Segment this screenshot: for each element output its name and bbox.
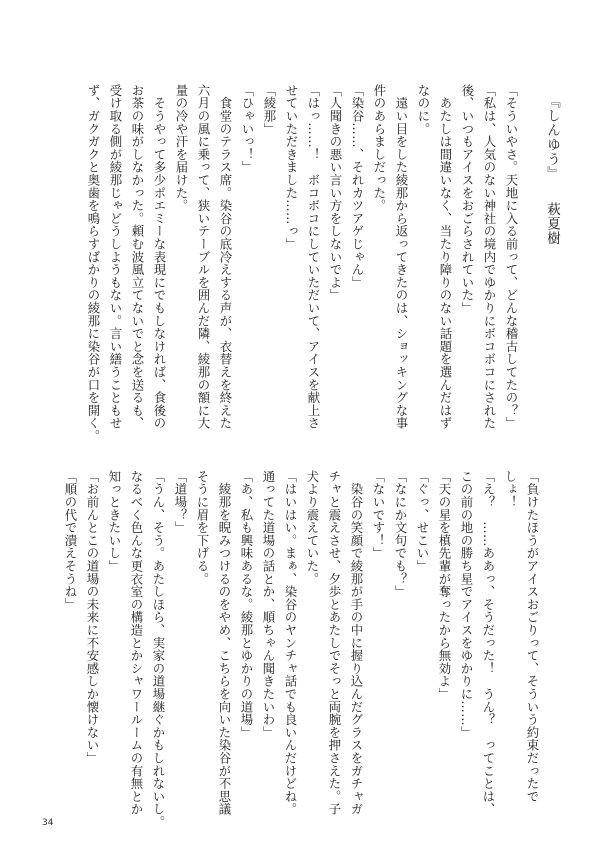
text-line: 「人聞きの悪い言い方をしないでよ」 [328, 84, 343, 302]
text-line: そうに眉を下げる。 [195, 470, 210, 586]
text-line: 受け取る側が綾那じゃどうしようもない。言い繕うこともせ [108, 84, 123, 430]
story-author: 萩夏樹 [544, 202, 560, 246]
text-line: 「染谷……、それカツアゲじゃん」 [350, 84, 365, 289]
text-line: 染谷の笑顔で綾那が手の中に握り込んだグラスをガチャガ [349, 470, 364, 816]
story-title: 『しんゆう』 [544, 94, 560, 181]
text-line: 「ぐっ、せこい」 [415, 470, 430, 573]
text-line: 犬より震えていた。 [305, 470, 320, 586]
text-line: ず、ガクガクと奥歯を鳴らすばかりの綾那に染谷が口を開く。 [86, 84, 101, 443]
text-line: 知っときたいし」 [107, 470, 122, 573]
text-line: 量の冷や汗を届けた。 [174, 84, 189, 212]
page-number: 34 [42, 818, 54, 828]
text-line: 通ってた道場の話とか、順ちゃん聞きたいわ」 [261, 470, 276, 739]
text-line: 後、いつもアイスをおごらされていた」 [460, 84, 475, 315]
text-line: 六月の風に乗って、狭いテーブルを囲んだ隣、綾那の額に大 [196, 84, 211, 430]
text-line: 「え？ ……ああっ、そうだった！ うん？ ってことは、 [481, 470, 496, 816]
text-line: 食堂のテラス席。染谷の底冷えする声が、衣替えを終えた [218, 84, 233, 430]
text-line: 「負けたほうがアイスおごりって、そういう約束だったで [525, 470, 540, 803]
text-line: お茶の味がしなかった。頼む波風立てないでと念を送るも、 [130, 84, 145, 430]
text-line: 「私は、人気のない神社の境内でゆかりにボコボコにされた [482, 84, 497, 430]
text-line: 「はっ……！ ボコボコにしていただいて、アイスを献上さ [306, 84, 321, 430]
text-line: せていただきました……っ」 [284, 84, 299, 251]
text-line: 「ないです！」 [371, 470, 386, 560]
text-line: 「道場？」 [173, 470, 188, 534]
text-line: チャと震えさせ、夕歩とあたしでそっと両腕を押さえた。子 [327, 470, 342, 816]
text-line: 「順の代で潰えそうね」 [63, 470, 78, 611]
text-line: 遠い目をした綾那から返ってきたのは、ショッキングな事 [394, 84, 409, 430]
text-line: 「うん、そう。あたしほら、実家の道場継ぐかもしれないし。 [151, 470, 166, 829]
text-line: あたしは間違いなく、当たり障りのない話題を選んだはず [438, 84, 453, 430]
text-line: 「綾那」 [262, 84, 277, 136]
text-line: なるべく色んな更衣室の構造とかシャワールームの有無とか [129, 470, 144, 816]
body-text-lower-column [82, 84, 522, 442]
text-line: 綾那を睨みつけるのをやめ、こちらを向いた染谷が不思議 [217, 470, 232, 816]
text-line: なのに。 [416, 84, 431, 136]
text-line: この前の地の勝ち星でアイスをゆかりに……」 [459, 470, 474, 739]
text-line: 件のあらましだった。 [372, 84, 387, 212]
text-line: 「なにか文句でも？」 [393, 470, 408, 598]
text-line: 「お前んとこの道場の未来に不安感しか懐けない」 [85, 470, 100, 765]
text-line: そうやって多少ポエミーな表現にでもしなければ、食後の [152, 84, 167, 430]
text-line: 「あ、私も興味あるな。綾那とゆかりの道場」 [239, 470, 254, 739]
body-text-upper-column [59, 470, 543, 828]
text-line: しょ！ [503, 470, 518, 509]
text-line: 「ひゃいっ！」 [240, 84, 255, 174]
text-line: 「天の星を槙先輩が奪ったから無効よ」 [437, 470, 452, 701]
text-line: 「そういやさ。天地に入る前って、どんな稽古してたの？」 [504, 84, 519, 430]
text-line: 「はいはい。まぁ、染谷のヤンチャ話でも良いんだけどね。 [283, 470, 298, 816]
